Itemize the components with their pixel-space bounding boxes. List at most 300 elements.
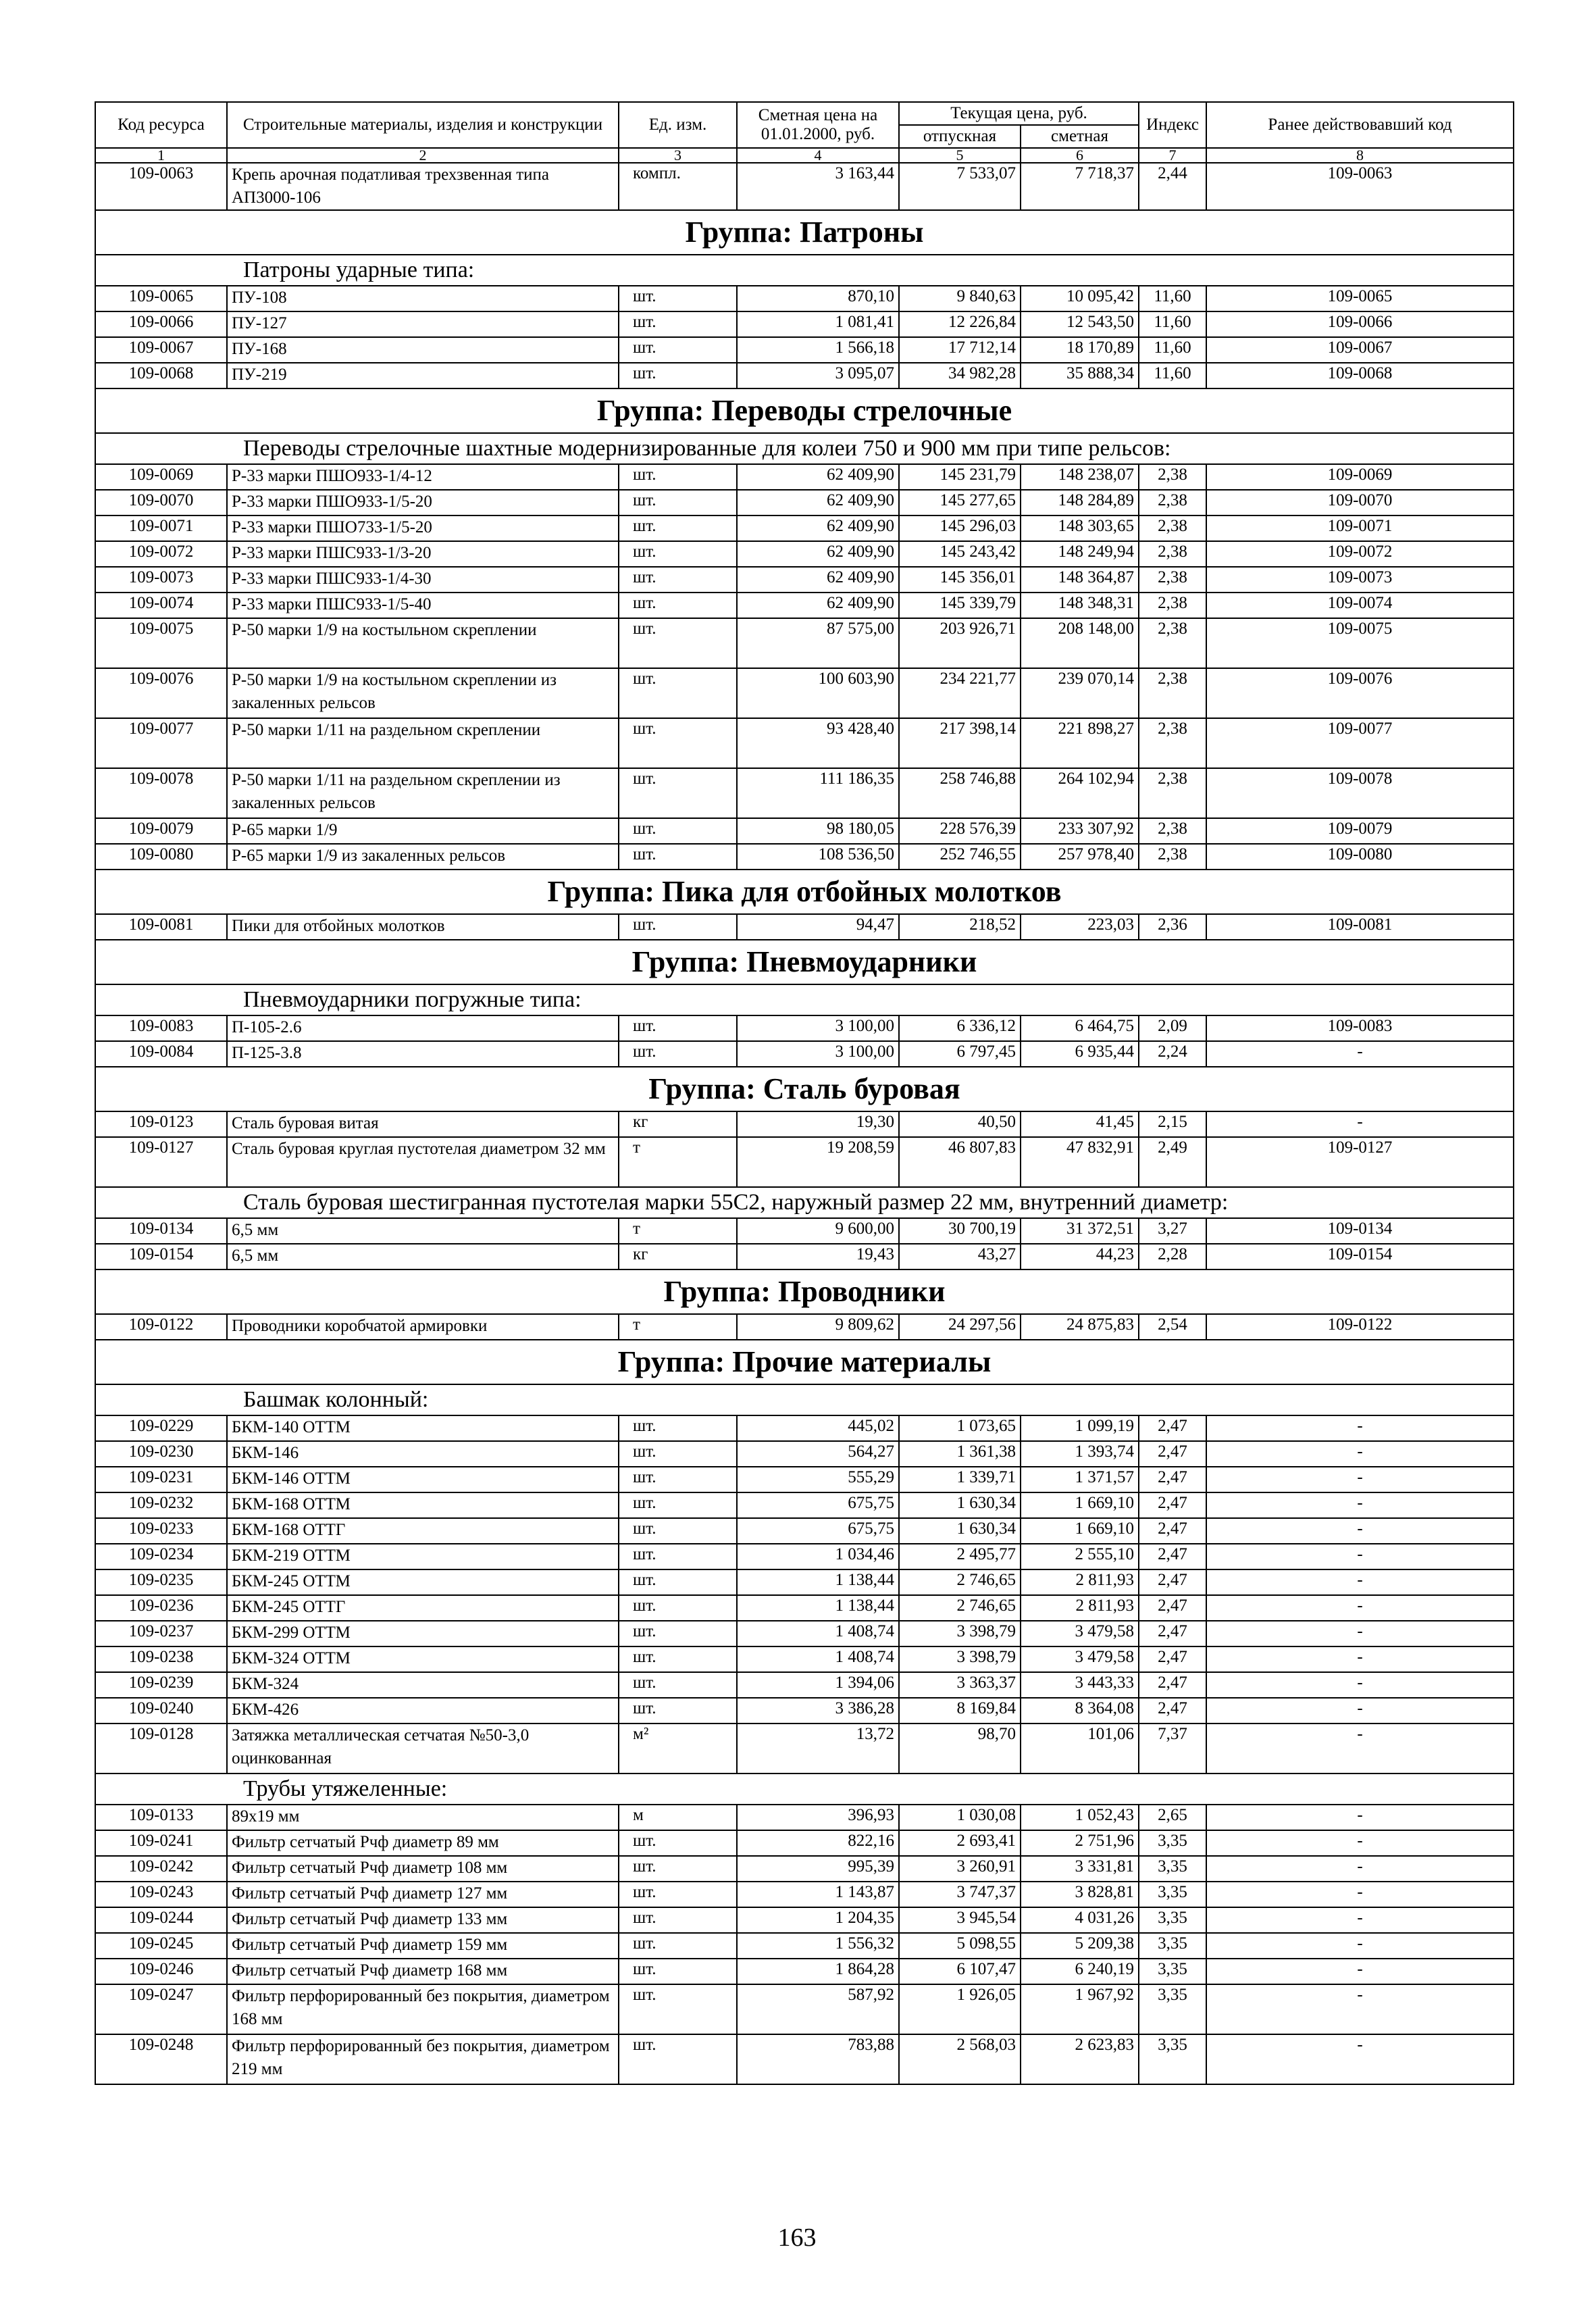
resource-code: 109-0244 <box>95 1907 227 1933</box>
resource-code: 109-0078 <box>95 768 227 818</box>
material-name: Р-50 марки 1/11 на раздельном скреплении <box>227 718 619 768</box>
base-price: 19 208,59 <box>737 1137 899 1187</box>
group-heading: Группа: Проводники <box>95 1269 1514 1314</box>
base-price: 1 138,44 <box>737 1595 899 1621</box>
estimate-price: 31 372,51 <box>1021 1218 1139 1244</box>
previous-code: - <box>1206 1698 1514 1724</box>
material-name: Р-33 марки ПШО733-1/5-20 <box>227 515 619 541</box>
price-index: 2,47 <box>1139 1518 1206 1544</box>
release-price: 2 495,77 <box>899 1544 1021 1569</box>
subgroup-heading-row <box>95 255 1514 286</box>
group-heading: Группа: Патроны <box>95 210 1514 255</box>
release-price: 2 746,65 <box>899 1595 1021 1621</box>
table-row <box>95 363 1514 388</box>
estimate-price: 1 099,19 <box>1021 1415 1139 1441</box>
release-price: 24 297,56 <box>899 1314 1021 1340</box>
release-price: 98,70 <box>899 1724 1021 1774</box>
price-index: 3,35 <box>1139 2034 1206 2084</box>
estimate-price: 2 555,10 <box>1021 1544 1139 1569</box>
group-heading: Группа: Прочие материалы <box>95 1340 1514 1384</box>
previous-code: 109-0122 <box>1206 1314 1514 1340</box>
price-index: 2,47 <box>1139 1467 1206 1492</box>
estimate-price: 148 303,65 <box>1021 515 1139 541</box>
price-index: 2,38 <box>1139 515 1206 541</box>
resource-code: 109-0128 <box>95 1724 227 1774</box>
previous-code: - <box>1206 1441 1514 1467</box>
group-heading-row <box>95 210 1514 255</box>
release-price: 1 630,34 <box>899 1518 1021 1544</box>
material-name: Фильтр сетчатый Рчф диаметр 168 мм <box>227 1959 619 1984</box>
estimate-price: 1 371,57 <box>1021 1467 1139 1492</box>
subgroup-heading: Пневмоударники погружные типа: <box>95 984 1514 1015</box>
resource-code: 109-0073 <box>95 567 227 593</box>
resource-code: 109-0231 <box>95 1467 227 1492</box>
price-index: 2,47 <box>1139 1621 1206 1646</box>
col-number: 1 <box>95 148 227 163</box>
unit-of-measure: компл. <box>619 163 737 210</box>
estimate-price: 6 240,19 <box>1021 1959 1139 1984</box>
table-row <box>95 1041 1514 1067</box>
table-row <box>95 1415 1514 1441</box>
unit-of-measure: шт. <box>619 1882 737 1907</box>
base-price: 62 409,90 <box>737 490 899 515</box>
estimate-price: 3 443,33 <box>1021 1672 1139 1698</box>
resource-code: 109-0134 <box>95 1218 227 1244</box>
release-price: 3 398,79 <box>899 1646 1021 1672</box>
unit-of-measure: шт. <box>619 593 737 618</box>
estimate-price: 2 751,96 <box>1021 1830 1139 1856</box>
table-row <box>95 2034 1514 2084</box>
resource-code: 109-0083 <box>95 1015 227 1041</box>
previous-code: - <box>1206 1111 1514 1137</box>
base-price: 3 100,00 <box>737 1041 899 1067</box>
estimate-price: 1 967,92 <box>1021 1984 1139 2034</box>
table-row <box>95 1907 1514 1933</box>
estimate-price: 148 348,31 <box>1021 593 1139 618</box>
previous-code: - <box>1206 1984 1514 2034</box>
base-price: 587,92 <box>737 1984 899 2034</box>
resource-code: 109-0127 <box>95 1137 227 1187</box>
table-row <box>95 1518 1514 1544</box>
previous-code: - <box>1206 1569 1514 1595</box>
unit-of-measure: шт. <box>619 337 737 363</box>
table-row <box>95 311 1514 337</box>
material-name: 6,5 мм <box>227 1218 619 1244</box>
base-price: 3 386,28 <box>737 1698 899 1724</box>
unit-of-measure: шт. <box>619 768 737 818</box>
release-price: 145 296,03 <box>899 515 1021 541</box>
material-name: Фильтр сетчатый Рчф диаметр 89 мм <box>227 1830 619 1856</box>
price-index: 7,37 <box>1139 1724 1206 1774</box>
release-price: 7 533,07 <box>899 163 1021 210</box>
release-price: 9 840,63 <box>899 286 1021 311</box>
price-index: 2,49 <box>1139 1137 1206 1187</box>
previous-code: - <box>1206 1724 1514 1774</box>
previous-code: - <box>1206 1646 1514 1672</box>
resource-code: 109-0077 <box>95 718 227 768</box>
release-price: 8 169,84 <box>899 1698 1021 1724</box>
subgroup-heading: Башмак колонный: <box>95 1384 1514 1415</box>
price-index: 2,38 <box>1139 464 1206 490</box>
unit-of-measure: кг <box>619 1244 737 1269</box>
price-index: 3,27 <box>1139 1218 1206 1244</box>
base-price: 396,93 <box>737 1805 899 1830</box>
material-name: Р-33 марки ПШС933-1/3-20 <box>227 541 619 567</box>
unit-of-measure: шт. <box>619 1441 737 1467</box>
base-price: 1 864,28 <box>737 1959 899 1984</box>
estimate-price: 148 249,94 <box>1021 541 1139 567</box>
unit-of-measure: шт. <box>619 1646 737 1672</box>
col-header-release: отпускная <box>899 125 1021 148</box>
resource-code: 109-0242 <box>95 1856 227 1882</box>
price-index: 3,35 <box>1139 1856 1206 1882</box>
previous-code: 109-0079 <box>1206 818 1514 844</box>
previous-code: - <box>1206 1933 1514 1959</box>
base-price: 98 180,05 <box>737 818 899 844</box>
resource-code: 109-0080 <box>95 844 227 870</box>
unit-of-measure: т <box>619 1314 737 1340</box>
release-price: 228 576,39 <box>899 818 1021 844</box>
col-header-unit: Ед. изм. <box>619 102 737 148</box>
material-name: Фильтр сетчатый Рчф диаметр 133 мм <box>227 1907 619 1933</box>
unit-of-measure: шт. <box>619 914 737 940</box>
base-price: 1 408,74 <box>737 1621 899 1646</box>
base-price: 93 428,40 <box>737 718 899 768</box>
unit-of-measure: м² <box>619 1724 737 1774</box>
estimate-price: 18 170,89 <box>1021 337 1139 363</box>
group-heading: Группа: Переводы стрелочные <box>95 388 1514 433</box>
previous-code: 109-0134 <box>1206 1218 1514 1244</box>
table-row <box>95 515 1514 541</box>
group-heading: Группа: Пика для отбойных молотков <box>95 870 1514 914</box>
previous-code: - <box>1206 1805 1514 1830</box>
release-price: 17 712,14 <box>899 337 1021 363</box>
col-header-prev-code: Ранее действовавший код <box>1206 102 1514 148</box>
unit-of-measure: шт. <box>619 668 737 718</box>
estimate-price: 148 364,87 <box>1021 567 1139 593</box>
price-index: 2,47 <box>1139 1569 1206 1595</box>
table-row <box>95 1218 1514 1244</box>
estimate-price: 1 393,74 <box>1021 1441 1139 1467</box>
material-name: Фильтр сетчатый Рчф диаметр 108 мм <box>227 1856 619 1882</box>
release-price: 6 107,47 <box>899 1959 1021 1984</box>
unit-of-measure: шт. <box>619 1415 737 1441</box>
table-row <box>95 490 1514 515</box>
subgroup-heading-row <box>95 433 1514 464</box>
base-price: 1 204,35 <box>737 1907 899 1933</box>
subgroup-heading: Трубы утяжеленные: <box>95 1774 1514 1805</box>
base-price: 3 163,44 <box>737 163 899 210</box>
resource-code: 109-0238 <box>95 1646 227 1672</box>
col-number: 8 <box>1206 148 1514 163</box>
resource-code: 109-0123 <box>95 1111 227 1137</box>
estimate-price: 6 464,75 <box>1021 1015 1139 1041</box>
previous-code: 109-0074 <box>1206 593 1514 618</box>
table-row <box>95 1672 1514 1698</box>
unit-of-measure: шт. <box>619 1569 737 1595</box>
resource-code: 109-0074 <box>95 593 227 618</box>
material-name: Сталь буровая витая <box>227 1111 619 1137</box>
previous-code: - <box>1206 1621 1514 1646</box>
material-name: ПУ-219 <box>227 363 619 388</box>
table-row <box>95 1856 1514 1882</box>
unit-of-measure: шт. <box>619 1492 737 1518</box>
base-price: 1 394,06 <box>737 1672 899 1698</box>
price-index: 2,38 <box>1139 490 1206 515</box>
price-index: 3,35 <box>1139 1933 1206 1959</box>
resource-code: 109-0084 <box>95 1041 227 1067</box>
material-name: БКМ-146 <box>227 1441 619 1467</box>
release-price: 217 398,14 <box>899 718 1021 768</box>
estimate-price: 3 479,58 <box>1021 1621 1139 1646</box>
previous-code: 109-0070 <box>1206 490 1514 515</box>
unit-of-measure: шт. <box>619 541 737 567</box>
resource-code: 109-0230 <box>95 1441 227 1467</box>
material-name: Р-65 марки 1/9 <box>227 818 619 844</box>
base-price: 9 600,00 <box>737 1218 899 1244</box>
unit-of-measure: шт. <box>619 818 737 844</box>
table-row <box>95 1698 1514 1724</box>
base-price: 995,39 <box>737 1856 899 1882</box>
subgroup-heading: Переводы стрелочные шахтные модернизированные для колеи 750 и 900 мм при типе рельсов: <box>95 433 1514 464</box>
base-price: 19,43 <box>737 1244 899 1269</box>
col-number: 2 <box>227 148 619 163</box>
release-price: 6 797,45 <box>899 1041 1021 1067</box>
price-index: 2,28 <box>1139 1244 1206 1269</box>
release-price: 1 926,05 <box>899 1984 1021 2034</box>
estimate-price: 221 898,27 <box>1021 718 1139 768</box>
previous-code: 109-0154 <box>1206 1244 1514 1269</box>
material-name: БКМ-168 ОТТМ <box>227 1492 619 1518</box>
unit-of-measure: шт. <box>619 1959 737 1984</box>
unit-of-measure: шт. <box>619 1518 737 1544</box>
price-index: 2,47 <box>1139 1415 1206 1441</box>
resource-code: 109-0248 <box>95 2034 227 2084</box>
material-name: Р-65 марки 1/9 из закаленных рельсов <box>227 844 619 870</box>
price-index: 3,35 <box>1139 1830 1206 1856</box>
base-price: 564,27 <box>737 1441 899 1467</box>
table-row <box>95 1244 1514 1269</box>
price-index: 2,38 <box>1139 818 1206 844</box>
table-row <box>95 1015 1514 1041</box>
previous-code: - <box>1206 1907 1514 1933</box>
base-price: 555,29 <box>737 1467 899 1492</box>
unit-of-measure: шт. <box>619 490 737 515</box>
group-heading-row <box>95 870 1514 914</box>
unit-of-measure: шт. <box>619 618 737 668</box>
material-name: Фильтр перфорированный без покрытия, диаметром 168 мм <box>227 1984 619 2034</box>
price-index: 2,38 <box>1139 593 1206 618</box>
price-index: 11,60 <box>1139 363 1206 388</box>
resource-code: 109-0243 <box>95 1882 227 1907</box>
release-price: 1 630,34 <box>899 1492 1021 1518</box>
estimate-price: 10 095,42 <box>1021 286 1139 311</box>
price-index: 2,44 <box>1139 163 1206 210</box>
previous-code: - <box>1206 1959 1514 1984</box>
previous-code: 109-0069 <box>1206 464 1514 490</box>
resource-code: 109-0236 <box>95 1595 227 1621</box>
price-index: 2,38 <box>1139 668 1206 718</box>
unit-of-measure: шт. <box>619 1015 737 1041</box>
material-name: БКМ-324 ОТТМ <box>227 1646 619 1672</box>
release-price: 12 226,84 <box>899 311 1021 337</box>
estimate-price: 239 070,14 <box>1021 668 1139 718</box>
unit-of-measure: шт. <box>619 1698 737 1724</box>
unit-of-measure: м <box>619 1805 737 1830</box>
base-price: 19,30 <box>737 1111 899 1137</box>
price-index: 2,36 <box>1139 914 1206 940</box>
unit-of-measure: шт. <box>619 567 737 593</box>
table-row <box>95 1137 1514 1187</box>
group-heading: Группа: Сталь буровая <box>95 1067 1514 1111</box>
previous-code: - <box>1206 1544 1514 1569</box>
unit-of-measure: т <box>619 1137 737 1187</box>
release-price: 6 336,12 <box>899 1015 1021 1041</box>
release-price: 2 746,65 <box>899 1569 1021 1595</box>
col-number: 7 <box>1139 148 1206 163</box>
price-table-document <box>95 101 1513 2085</box>
subgroup-heading: Сталь буровая шестигранная пустотелая марки 55С2, наружный размер 22 мм, внутренний диаметр: <box>95 1187 1514 1218</box>
estimate-price: 6 935,44 <box>1021 1041 1139 1067</box>
col-number: 5 <box>899 148 1021 163</box>
price-index: 2,47 <box>1139 1698 1206 1724</box>
unit-of-measure: шт. <box>619 363 737 388</box>
material-name: Фильтр перфорированный без покрытия, диаметром 219 мм <box>227 2034 619 2084</box>
resource-code: 109-0241 <box>95 1830 227 1856</box>
table-row <box>95 844 1514 870</box>
base-price: 1 143,87 <box>737 1882 899 1907</box>
material-name: П-125-3.8 <box>227 1041 619 1067</box>
unit-of-measure: шт. <box>619 1984 737 2034</box>
release-price: 203 926,71 <box>899 618 1021 668</box>
base-price: 675,75 <box>737 1518 899 1544</box>
col-header-index: Индекс <box>1139 102 1206 148</box>
material-name: 89х19 мм <box>227 1805 619 1830</box>
table-row <box>95 1984 1514 2034</box>
base-price: 1 138,44 <box>737 1569 899 1595</box>
resource-code: 109-0067 <box>95 337 227 363</box>
resource-code: 109-0154 <box>95 1244 227 1269</box>
estimate-price: 233 307,92 <box>1021 818 1139 844</box>
resource-code: 109-0232 <box>95 1492 227 1518</box>
table-row <box>95 1805 1514 1830</box>
price-index: 3,35 <box>1139 1907 1206 1933</box>
estimate-price: 223,03 <box>1021 914 1139 940</box>
material-name: БКМ-140 ОТТМ <box>227 1415 619 1441</box>
release-price: 145 339,79 <box>899 593 1021 618</box>
previous-code: 109-0075 <box>1206 618 1514 668</box>
previous-code: 109-0081 <box>1206 914 1514 940</box>
base-price: 1 081,41 <box>737 311 899 337</box>
previous-code: - <box>1206 1415 1514 1441</box>
table-row <box>95 1830 1514 1856</box>
release-price: 145 231,79 <box>899 464 1021 490</box>
resource-code: 109-0068 <box>95 363 227 388</box>
resource-code: 109-0071 <box>95 515 227 541</box>
previous-code: 109-0127 <box>1206 1137 1514 1187</box>
base-price: 108 536,50 <box>737 844 899 870</box>
price-table <box>95 101 1514 2085</box>
price-index: 2,38 <box>1139 567 1206 593</box>
group-heading-row <box>95 940 1514 984</box>
base-price: 675,75 <box>737 1492 899 1518</box>
release-price: 3 945,54 <box>899 1907 1021 1933</box>
base-price: 94,47 <box>737 914 899 940</box>
previous-code: - <box>1206 1492 1514 1518</box>
estimate-price: 7 718,37 <box>1021 163 1139 210</box>
previous-code: - <box>1206 1882 1514 1907</box>
table-row <box>95 1569 1514 1595</box>
material-name: БКМ-245 ОТТГ <box>227 1595 619 1621</box>
estimate-price: 41,45 <box>1021 1111 1139 1137</box>
previous-code: 109-0080 <box>1206 844 1514 870</box>
price-index: 2,47 <box>1139 1492 1206 1518</box>
resource-code: 109-0245 <box>95 1933 227 1959</box>
material-name: Р-50 марки 1/11 на раздельном скреплении из закаленных рельсов <box>227 768 619 818</box>
price-index: 2,38 <box>1139 768 1206 818</box>
estimate-price: 257 978,40 <box>1021 844 1139 870</box>
estimate-price: 12 543,50 <box>1021 311 1139 337</box>
base-price: 87 575,00 <box>737 618 899 668</box>
previous-code: 109-0066 <box>1206 311 1514 337</box>
base-price: 62 409,90 <box>737 567 899 593</box>
table-row <box>95 718 1514 768</box>
unit-of-measure: т <box>619 1218 737 1244</box>
unit-of-measure: шт. <box>619 1907 737 1933</box>
previous-code: 109-0077 <box>1206 718 1514 768</box>
release-price: 1 073,65 <box>899 1415 1021 1441</box>
table-body <box>95 163 1514 2084</box>
table-row <box>95 1441 1514 1467</box>
estimate-price: 8 364,08 <box>1021 1698 1139 1724</box>
price-index: 2,09 <box>1139 1015 1206 1041</box>
unit-of-measure: шт. <box>619 311 737 337</box>
material-name: 6,5 мм <box>227 1244 619 1269</box>
previous-code: 109-0067 <box>1206 337 1514 363</box>
price-index: 11,60 <box>1139 286 1206 311</box>
table-row <box>95 1314 1514 1340</box>
resource-code: 109-0237 <box>95 1621 227 1646</box>
table-row <box>95 1467 1514 1492</box>
material-name: БКМ-324 <box>227 1672 619 1698</box>
price-index: 2,47 <box>1139 1441 1206 1467</box>
resource-code: 109-0081 <box>95 914 227 940</box>
resource-code: 109-0234 <box>95 1544 227 1569</box>
base-price: 13,72 <box>737 1724 899 1774</box>
material-name: Затяжка металлическая сетчатая №50-3,0 оцинкованная <box>227 1724 619 1774</box>
base-price: 870,10 <box>737 286 899 311</box>
price-index: 11,60 <box>1139 311 1206 337</box>
unit-of-measure: шт. <box>619 1595 737 1621</box>
previous-code: - <box>1206 1856 1514 1882</box>
base-price: 1 556,32 <box>737 1933 899 1959</box>
table-row <box>95 1492 1514 1518</box>
resource-code: 109-0063 <box>95 163 227 210</box>
release-price: 252 746,55 <box>899 844 1021 870</box>
material-name: БКМ-219 ОТТМ <box>227 1544 619 1569</box>
page-number: 163 <box>777 2223 817 2252</box>
previous-code: - <box>1206 1672 1514 1698</box>
group-heading-row <box>95 388 1514 433</box>
material-name: Р-50 марки 1/9 на костыльном скреплении <box>227 618 619 668</box>
unit-of-measure: шт. <box>619 515 737 541</box>
estimate-price: 264 102,94 <box>1021 768 1139 818</box>
base-price: 9 809,62 <box>737 1314 899 1340</box>
material-name: Р-33 марки ПШО933-1/5-20 <box>227 490 619 515</box>
subgroup-heading-row <box>95 1384 1514 1415</box>
base-price: 62 409,90 <box>737 541 899 567</box>
resource-code: 109-0075 <box>95 618 227 668</box>
